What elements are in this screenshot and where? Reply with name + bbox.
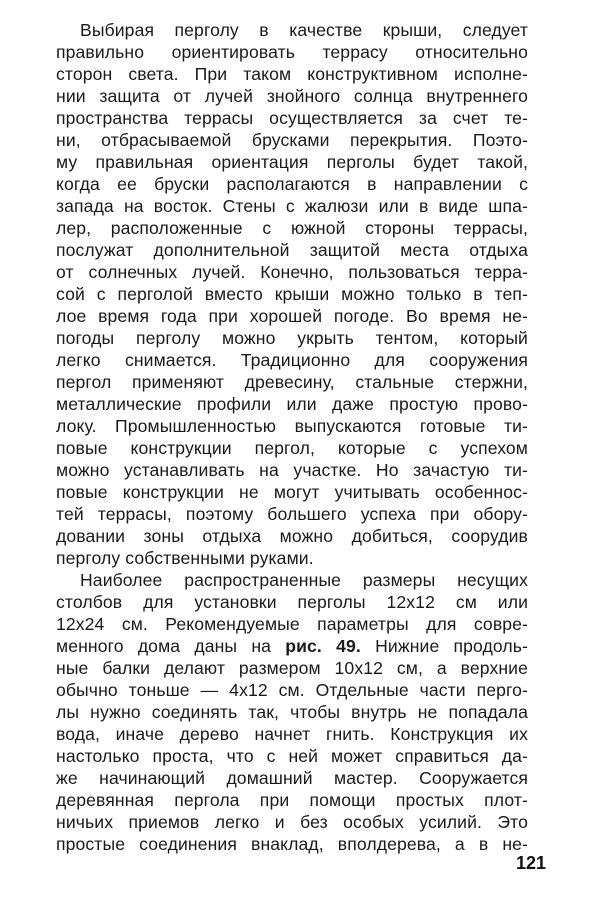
figure-reference: рис. 49. <box>285 636 361 656</box>
text-line: пергол применяют древесину, стальные стержни, <box>56 372 528 392</box>
text-line: нии защита от лучей знойного солнца внутреннего <box>56 86 528 106</box>
text-line: лы нужно соединять так, чтобы внутрь не попадала <box>56 702 528 722</box>
text-line: обычно тоньше — 4х12 см. Отдельные части перго- <box>56 680 528 700</box>
text-line: лер, расположенные с южной стороны террасы, <box>56 218 528 238</box>
text-line: можно устанавливать на участке. Но зачастую ти- <box>56 460 528 480</box>
text-line: 12х24 см. Рекомендуемые параметры для совре- <box>56 614 528 634</box>
text-line: сой с перголой вместо крыши можно только в теп- <box>56 284 528 304</box>
text-line: пространства террасы осуществляется за счет те- <box>56 108 528 128</box>
text-line: локу. Промышленностью выпускаются готовые ти- <box>56 416 528 436</box>
text-line: правильно ориентировать террасу относительно <box>56 42 528 62</box>
page-body <box>56 19 528 855</box>
text-line: настолько проста, что с ней может справиться да- <box>56 746 528 766</box>
text-line: перголу собственными руками. <box>56 548 314 568</box>
text-line: послужат дополнительной защитой места отдыха <box>56 240 528 260</box>
text-line: тей террасы, поэтому большего успеха при обору- <box>56 504 528 524</box>
text-after-ref: Нижние продоль- <box>360 636 528 656</box>
text-line-figure-ref <box>56 635 528 657</box>
text-line: металлические профили или даже простую прово- <box>56 394 528 414</box>
page-number: 121 <box>516 853 547 873</box>
text-line: Выбирая перголу в качестве крыши, следует <box>80 20 528 40</box>
text-line: сторон света. При таком конструктивном исполне- <box>56 64 528 84</box>
text-line: легко снимается. Традиционно для сооружения <box>56 350 528 370</box>
text-line: довании зоны отдыха можно добиться, соорудив <box>56 526 528 546</box>
text-line: повые конструкции пергол, которые с успехом <box>56 438 528 458</box>
text-line: ни, отбрасываемой брусками перекрытия. Поэто- <box>56 130 528 150</box>
text-line: му правильная ориентация перголы будет такой, <box>56 152 528 172</box>
text-line: лое время года при хорошей погоде. Во время не- <box>56 306 528 326</box>
text-line: простые соединения внаклад, вполдерева, а в не- <box>56 834 528 854</box>
text-line: повые конструкции не могут учитывать особеннос- <box>56 482 528 502</box>
text-line: вода, иначе дерево начнет гнить. Конструкция их <box>56 724 528 744</box>
text-line: ничьих приемов легко и без особых усилий. Это <box>56 812 528 832</box>
text-line: запада на восток. Стены с жалюзи или в виде шпа- <box>56 196 528 216</box>
text-line: когда ее бруски располагаются в направлении с <box>56 174 528 194</box>
text-line: деревянная пергола при помощи простых плот- <box>56 790 528 810</box>
text-line: столбов для установки перголы 12х12 см или <box>56 592 528 612</box>
text-line: ные балки делают размером 10х12 см, а верхние <box>56 658 528 678</box>
text-before-ref: менного дома даны на <box>56 636 286 656</box>
paragraph-2 <box>56 569 528 855</box>
text-line: же начинающий домашний мастер. Сооружается <box>56 768 528 788</box>
paragraph-1 <box>56 19 528 569</box>
text-line: от солнечных лучей. Конечно, пользоваться терра- <box>56 262 528 282</box>
text-line: Наиболее распространенные размеры несущих <box>80 570 528 590</box>
text-line: погоды перголу можно укрыть тентом, который <box>56 328 528 348</box>
